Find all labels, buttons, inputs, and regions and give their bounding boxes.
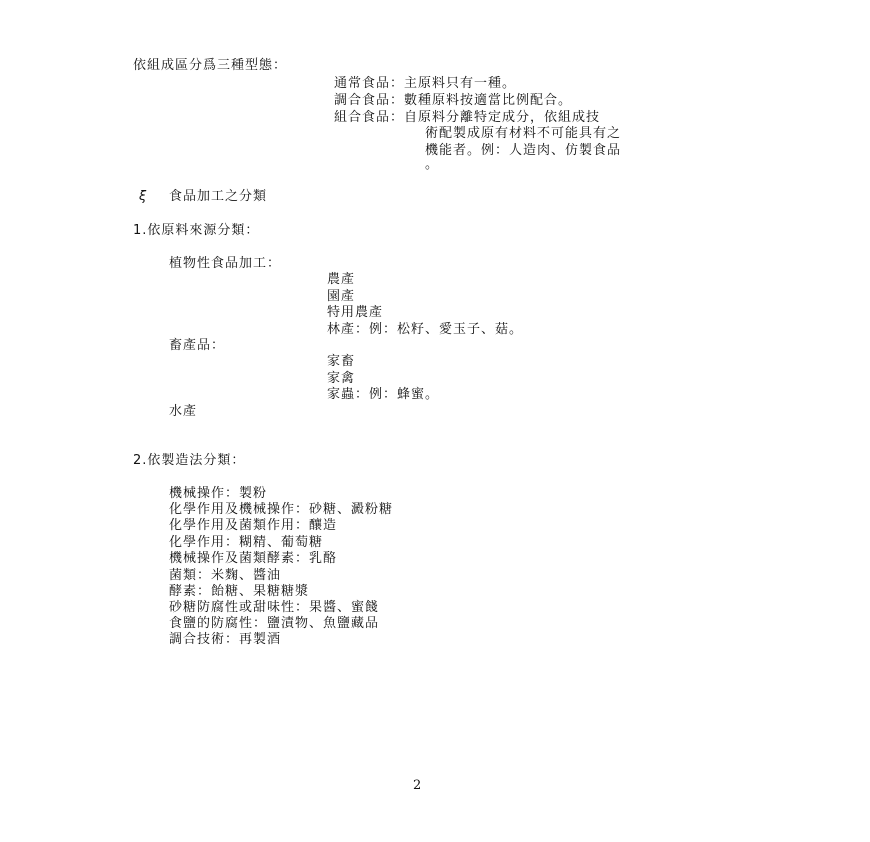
- method-item: 化學作用及菌類作用：釀造: [169, 518, 338, 533]
- method-item: 食鹽的防腐性：鹽漬物、魚鹽藏品: [169, 616, 380, 631]
- animal-item: 家禽: [327, 371, 356, 386]
- forms-combined-line-3: 機能者。例：人造肉、仿製食品: [425, 143, 622, 158]
- plant-item: 農產: [327, 272, 356, 287]
- method-heading: 2.依製造法分類：: [133, 453, 246, 468]
- section-marker: ξ: [139, 189, 148, 204]
- plant-item: 林產：例：松籽、愛玉子、菇。: [327, 322, 524, 337]
- animal-item: 家蟲：例：蜂蜜。: [327, 387, 440, 402]
- method-item: 酵素：飴糖、果糖糖漿: [169, 584, 310, 599]
- forms-heading: 依組成區分爲三種型態：: [133, 58, 288, 73]
- method-item: 菌類：米麴、醬油: [169, 568, 282, 583]
- forms-combined-line-1: 組合食品：自原料分離特定成分，依組成技: [334, 110, 601, 125]
- method-item: 砂糖防腐性或甜味性：果醬、蜜餞: [169, 600, 380, 615]
- section-title: 食品加工之分類: [169, 189, 268, 204]
- forms-combined-line-4: 。: [425, 157, 440, 172]
- method-item: 化學作用及機械操作：砂糖、澱粉糖: [169, 502, 394, 517]
- forms-blended: 調合食品：數種原料按適當比例配合。: [334, 93, 573, 108]
- forms-common: 通常食品：主原料只有一種。: [334, 76, 517, 91]
- animal-item: 家畜: [327, 354, 356, 369]
- aquatic-label: 水產: [169, 404, 198, 419]
- method-item: 化學作用：糊精、葡萄糖: [169, 535, 324, 550]
- animal-label: 畜產品：: [169, 338, 226, 353]
- source-heading: 1.依原料來源分類：: [133, 223, 260, 238]
- forms-combined-line-2: 術配製成原有材料不可能具有之: [425, 126, 622, 141]
- method-item: 調合技術：再製酒: [169, 632, 282, 647]
- method-item: 機械操作：製粉: [169, 486, 268, 501]
- page-number: 2: [413, 778, 422, 793]
- method-item: 機械操作及菌類酵素：乳酪: [169, 551, 338, 566]
- plant-item: 特用農產: [327, 305, 384, 320]
- plant-label: 植物性食品加工：: [169, 256, 282, 271]
- plant-item: 園產: [327, 289, 356, 304]
